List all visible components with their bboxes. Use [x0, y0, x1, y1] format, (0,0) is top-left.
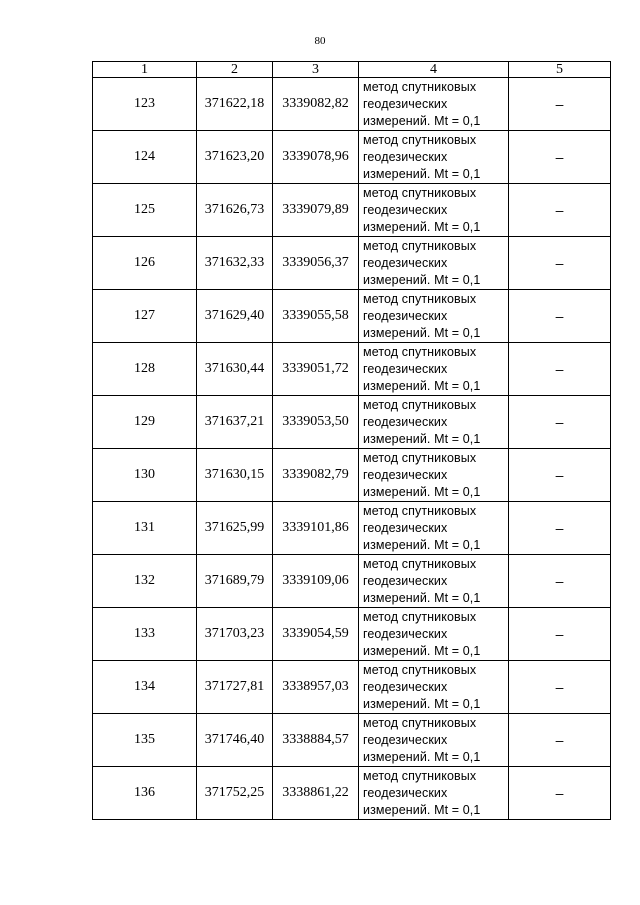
x-coordinate-cell: 371689,79	[197, 555, 273, 608]
note-cell: –	[509, 502, 611, 555]
method-line: геодезических	[363, 96, 448, 111]
x-coordinate-cell: 371630,44	[197, 343, 273, 396]
method-line: метод спутниковых	[363, 768, 477, 783]
note-cell: –	[509, 78, 611, 131]
method-cell	[359, 661, 509, 714]
y-coordinate-cell: 3339056,37	[273, 237, 359, 290]
point-number-cell: 129	[93, 396, 197, 449]
y-coordinate-cell: 3339082,79	[273, 449, 359, 502]
method-line: геодезических	[363, 308, 448, 323]
y-coordinate-cell: 3338861,22	[273, 767, 359, 820]
column-header-2: 2	[197, 62, 273, 78]
table-row	[93, 184, 611, 237]
method-line: геодезических	[363, 255, 448, 270]
method-line: метод спутниковых	[363, 132, 477, 147]
method-cell	[359, 131, 509, 184]
y-coordinate-cell: 3339055,58	[273, 290, 359, 343]
note-cell: –	[509, 449, 611, 502]
method-line: геодезических	[363, 679, 448, 694]
column-header-1: 1	[93, 62, 197, 78]
method-line: геодезических	[363, 732, 448, 747]
note-cell: –	[509, 714, 611, 767]
method-line: геодезических	[363, 361, 448, 376]
point-number-cell: 136	[93, 767, 197, 820]
method-line: метод спутниковых	[363, 662, 477, 677]
method-line: метод спутниковых	[363, 291, 477, 306]
note-cell: –	[509, 237, 611, 290]
table-row	[93, 714, 611, 767]
method-cell	[359, 343, 509, 396]
table-row	[93, 449, 611, 502]
method-cell	[359, 78, 509, 131]
method-line: метод спутниковых	[363, 397, 477, 412]
table-row	[93, 131, 611, 184]
y-coordinate-cell: 3339051,72	[273, 343, 359, 396]
method-line: измерений. Mt = 0,1	[363, 696, 481, 711]
point-number-cell: 128	[93, 343, 197, 396]
table-row	[93, 661, 611, 714]
method-cell	[359, 714, 509, 767]
column-header-5: 5	[509, 62, 611, 78]
method-cell	[359, 449, 509, 502]
method-line: метод спутниковых	[363, 609, 477, 624]
table-row	[93, 343, 611, 396]
table-row	[93, 78, 611, 131]
method-cell	[359, 290, 509, 343]
point-number-cell: 127	[93, 290, 197, 343]
header-row	[93, 62, 611, 78]
table-row	[93, 502, 611, 555]
method-line: геодезических	[363, 467, 448, 482]
method-line: метод спутниковых	[363, 79, 477, 94]
x-coordinate-cell: 371632,33	[197, 237, 273, 290]
method-line: измерений. Mt = 0,1	[363, 802, 481, 817]
method-line: метод спутниковых	[363, 185, 477, 200]
coordinates-table	[92, 61, 611, 820]
x-coordinate-cell: 371746,40	[197, 714, 273, 767]
note-cell: –	[509, 661, 611, 714]
point-number-cell: 134	[93, 661, 197, 714]
note-cell: –	[509, 343, 611, 396]
method-line: геодезических	[363, 626, 448, 641]
y-coordinate-cell: 3339079,89	[273, 184, 359, 237]
point-number-cell: 132	[93, 555, 197, 608]
note-cell: –	[509, 396, 611, 449]
column-header-3: 3	[273, 62, 359, 78]
y-coordinate-cell: 3339078,96	[273, 131, 359, 184]
table-body	[93, 78, 611, 820]
method-line: метод спутниковых	[363, 715, 477, 730]
method-cell	[359, 502, 509, 555]
point-number-cell: 133	[93, 608, 197, 661]
method-cell	[359, 396, 509, 449]
method-line: геодезических	[363, 149, 448, 164]
method-line: измерений. Mt = 0,1	[363, 113, 481, 128]
method-line: метод спутниковых	[363, 503, 477, 518]
method-line: метод спутниковых	[363, 344, 477, 359]
method-line: измерений. Mt = 0,1	[363, 643, 481, 658]
point-number-cell: 130	[93, 449, 197, 502]
method-line: измерений. Mt = 0,1	[363, 219, 481, 234]
method-line: геодезических	[363, 573, 448, 588]
method-line: измерений. Mt = 0,1	[363, 537, 481, 552]
table-header	[93, 62, 611, 78]
note-cell: –	[509, 131, 611, 184]
method-line: метод спутниковых	[363, 238, 477, 253]
point-number-cell: 125	[93, 184, 197, 237]
method-line: геодезических	[363, 520, 448, 535]
method-line: геодезических	[363, 414, 448, 429]
point-number-cell: 123	[93, 78, 197, 131]
method-line: измерений. Mt = 0,1	[363, 749, 481, 764]
point-number-cell: 131	[93, 502, 197, 555]
method-line: измерений. Mt = 0,1	[363, 325, 481, 340]
y-coordinate-cell: 3339053,50	[273, 396, 359, 449]
x-coordinate-cell: 371630,15	[197, 449, 273, 502]
x-coordinate-cell: 371703,23	[197, 608, 273, 661]
x-coordinate-cell: 371752,25	[197, 767, 273, 820]
method-line: измерений. Mt = 0,1	[363, 431, 481, 446]
note-cell: –	[509, 555, 611, 608]
y-coordinate-cell: 3338884,57	[273, 714, 359, 767]
note-cell: –	[509, 608, 611, 661]
method-cell	[359, 608, 509, 661]
y-coordinate-cell: 3339054,59	[273, 608, 359, 661]
x-coordinate-cell: 371626,73	[197, 184, 273, 237]
method-cell	[359, 767, 509, 820]
point-number-cell: 135	[93, 714, 197, 767]
page-number: 80	[314, 35, 326, 47]
method-cell	[359, 237, 509, 290]
x-coordinate-cell: 371727,81	[197, 661, 273, 714]
table-row	[93, 608, 611, 661]
method-cell	[359, 184, 509, 237]
x-coordinate-cell: 371637,21	[197, 396, 273, 449]
x-coordinate-cell: 371625,99	[197, 502, 273, 555]
method-line: измерений. Mt = 0,1	[363, 378, 481, 393]
method-line: измерений. Mt = 0,1	[363, 272, 481, 287]
x-coordinate-cell: 371629,40	[197, 290, 273, 343]
y-coordinate-cell: 3339082,82	[273, 78, 359, 131]
column-header-4: 4	[359, 62, 509, 78]
note-cell: –	[509, 184, 611, 237]
table-row	[93, 396, 611, 449]
method-line: измерений. Mt = 0,1	[363, 166, 481, 181]
method-line: измерений. Mt = 0,1	[363, 590, 481, 605]
x-coordinate-cell: 371622,18	[197, 78, 273, 131]
method-line: геодезических	[363, 785, 448, 800]
y-coordinate-cell: 3339101,86	[273, 502, 359, 555]
table-row	[93, 237, 611, 290]
table-row	[93, 555, 611, 608]
table-row	[93, 290, 611, 343]
y-coordinate-cell: 3339109,06	[273, 555, 359, 608]
table-row	[93, 767, 611, 820]
method-line: геодезических	[363, 202, 448, 217]
point-number-cell: 124	[93, 131, 197, 184]
method-line: измерений. Mt = 0,1	[363, 484, 481, 499]
point-number-cell: 126	[93, 237, 197, 290]
method-line: метод спутниковых	[363, 556, 477, 571]
x-coordinate-cell: 371623,20	[197, 131, 273, 184]
note-cell: –	[509, 767, 611, 820]
method-cell	[359, 555, 509, 608]
y-coordinate-cell: 3338957,03	[273, 661, 359, 714]
note-cell: –	[509, 290, 611, 343]
method-line: метод спутниковых	[363, 450, 477, 465]
